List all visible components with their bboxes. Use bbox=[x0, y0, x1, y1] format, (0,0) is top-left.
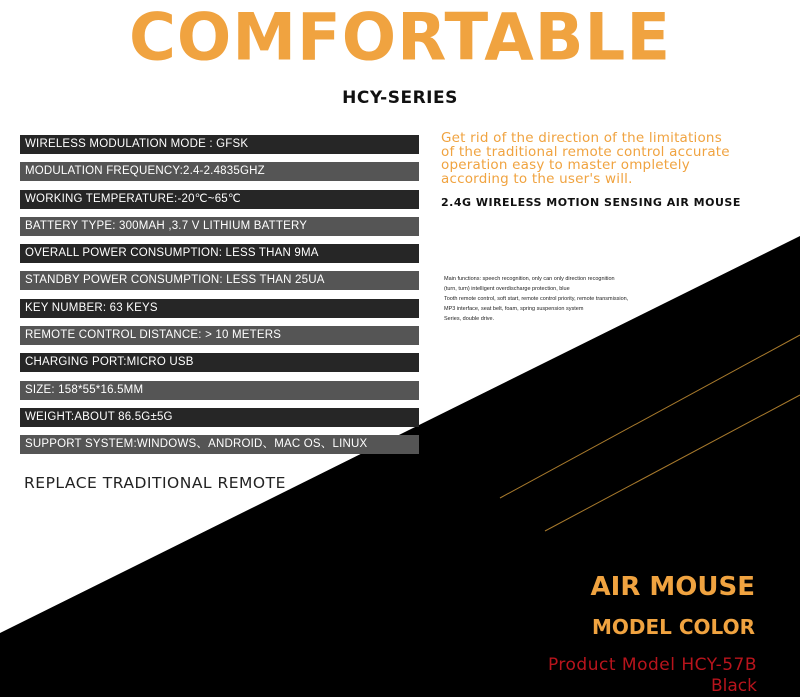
page-title: COMFORTABLE bbox=[128, 0, 672, 76]
functions-line: (turn, turn) intelligent overdischarge protection, blue bbox=[444, 286, 570, 292]
functions-line: Main functions: speech recognition, only can only direction recognition bbox=[444, 276, 615, 282]
spec-row: OVERALL POWER CONSUMPTION: LESS THAN 9MA bbox=[20, 244, 419, 263]
spec-row: WORKING TEMPERATURE:-20℃~65℃ bbox=[20, 190, 419, 209]
tagline-line: according to the user's will. bbox=[441, 170, 633, 187]
model-color-heading: MODEL COLOR bbox=[592, 615, 755, 639]
spec-row: SIZE: 158*55*16.5MM bbox=[20, 381, 419, 400]
spec-row: STANDBY POWER CONSUMPTION: LESS THAN 25UA bbox=[20, 271, 419, 290]
functions-line: MP3 interface, seat belt, foam, spring suspension system bbox=[444, 306, 584, 312]
spec-row: CHARGING PORT:MICRO USB bbox=[20, 353, 419, 372]
replace-remote-heading: REPLACE TRADITIONAL REMOTE bbox=[24, 474, 286, 492]
tagline-line: Get rid of the direction of the limitations bbox=[441, 130, 722, 146]
spec-list bbox=[20, 135, 419, 463]
product-subtitle: 2.4G WIRELESS MOTION SENSING AIR MOUSE bbox=[441, 196, 741, 209]
spec-row: WIRELESS MODULATION MODE : GFSK bbox=[20, 135, 419, 154]
spec-row: WEIGHT:ABOUT 86.5G±5G bbox=[20, 408, 419, 427]
main-functions bbox=[444, 274, 714, 324]
spec-row: REMOTE CONTROL DISTANCE: > 10 METERS bbox=[20, 326, 419, 345]
tagline-line: operation easy to master ompletely bbox=[441, 157, 690, 173]
series-title: HCY-SERIES bbox=[342, 88, 458, 108]
product-color-label: Black bbox=[711, 676, 757, 696]
spec-row: SUPPORT SYSTEM:WINDOWS、ANDROID、MAC OS、LINUX bbox=[20, 435, 419, 454]
tagline bbox=[441, 132, 791, 186]
product-model-label: Product Model HCY-57B bbox=[547, 655, 757, 675]
spec-row: BATTERY TYPE: 300MAH ,3.7 V LITHIUM BATTERY bbox=[20, 217, 419, 236]
functions-line: Tooth remote control, soft start, remote control priority, remote transmission, bbox=[444, 296, 629, 302]
spec-row: KEY NUMBER: 63 KEYS bbox=[20, 299, 419, 318]
air-mouse-heading: AIR MOUSE bbox=[590, 572, 755, 602]
tagline-line: of the traditional remote control accurate bbox=[441, 143, 730, 160]
functions-line: Series, double drive. bbox=[444, 316, 495, 322]
spec-row: MODULATION FREQUENCY:2.4-2.4835GHZ bbox=[20, 162, 419, 181]
